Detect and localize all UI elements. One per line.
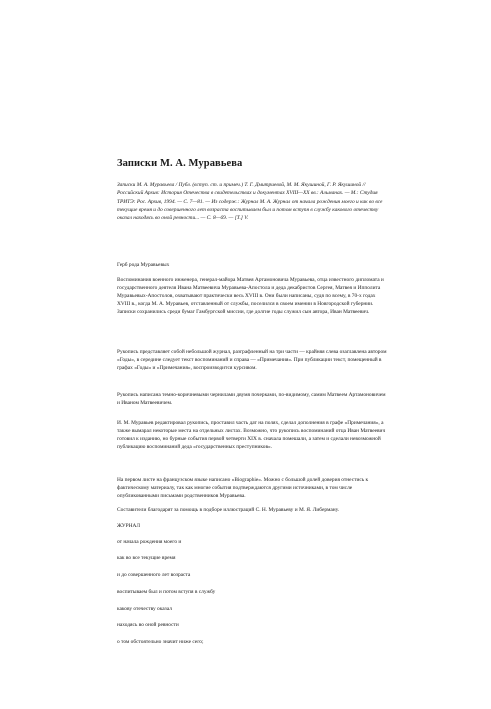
journal-heading: ЖУРНАЛ — [117, 523, 141, 529]
journal-line: от начала рождения моего и — [117, 539, 182, 545]
paragraph-4: И. М. Муравьев редактировал рукопись, проставил часть дат на полях, сделал дополнения в графе «Примечания», а также вымарал некоторые места на отдельных листах. Возможно, что рукопись воспоминаний отца Иван Матвеевич готовил к изданию, но бурные события первой четверти XIX в. сначала помешали, а затем и сделали невозможной публикацию воспоминаний деда «государственных преступников». — [117, 420, 386, 450]
journal-line: как во все текущие время — [117, 555, 176, 561]
journal-line: о том обстоятельно значит ниже сего; — [117, 639, 204, 645]
journal-line: находясь во оной ревности — [117, 622, 179, 628]
journal-line: какову отечеству оказал — [117, 606, 172, 612]
paragraph-1: Воспоминания военного инженера, генерал-майора Матвея Артамоновича Муравьева, отца известного дипломата и государственного деятеля Ивана Матвеевича Муравьева-Апостола и деда декабристов Сергея, Матвея и Ипполита Муравьевых-Апостолов, охватывают практически весь XVIII в. Они были написаны, судя по всему, в 70-х годах XVIII в., когда М. А. Муравьев, отставленный от службы, поселился в своем имении в Новгородской губернии. Записки сохранились среди бумаг Гамбургской миссии, где долгие годы служил сын автора, Иван Матвеевич. — [117, 277, 384, 315]
paragraph-2: Рукопись представляет собой небольшой журнал, разграфленный на три части — крайняя слева озаглавлена автором «Годы», в середине следует текст воспоминаний и справа — «Примечания». При публикации текст, помещенный в графах «Годы» и «Примечания», воспроизводится курсивом. — [117, 349, 387, 371]
document-title: Записки М. А. Муравьева — [117, 158, 243, 169]
coat-of-arms-caption: Герб рода Муравьевых — [117, 262, 170, 268]
journal-line: воспитываем был и потом вступя в службу — [117, 589, 216, 595]
paragraph-3: Рукопись написана темно-коричневыми чернилами двумя почерками, по-видимому, самим Матвеем Артамоновичем и Иваном Матвеевичем. — [117, 392, 386, 406]
paragraph-6: Составители благодарят за помощь в подборе иллюстраций С. Н. Муравьеву и М. Я. Либерману. — [117, 507, 340, 513]
bibliographic-abstract: Записки М. А. Муравьева / Публ. (вступ. ст. и примеч.) Т. Г. Дмитриевой, М. М. Якушиной, Г. Р. Якушиной // Российский Архив: История Отечества в свидетельствах и документах XVIII—XX вв.: Альманах. — М.: Студия ТРИТЭ: Рос. Архив, 1994. — С. 7—81. — Из содерж.: Журнал М. А. Журнал от начала рождения моего и как во все текущие время и до совершенного лет возраста воспитываем был и потом вступя в службу какового отечеству оказал находясь во оной ревности... — С. 8—69. — [Т.] V. — [117, 182, 383, 222]
paragraph-5: На первом листе на французском языке написано «Biographie». Можно с большой долей доверия отнестись к фактическому материалу, так как многие события подтверждаются другими источниками, в том числе опубликованными письмами родственников Муравьева. — [117, 477, 369, 499]
journal-line: и до совершенного лет возраста — [117, 572, 191, 578]
